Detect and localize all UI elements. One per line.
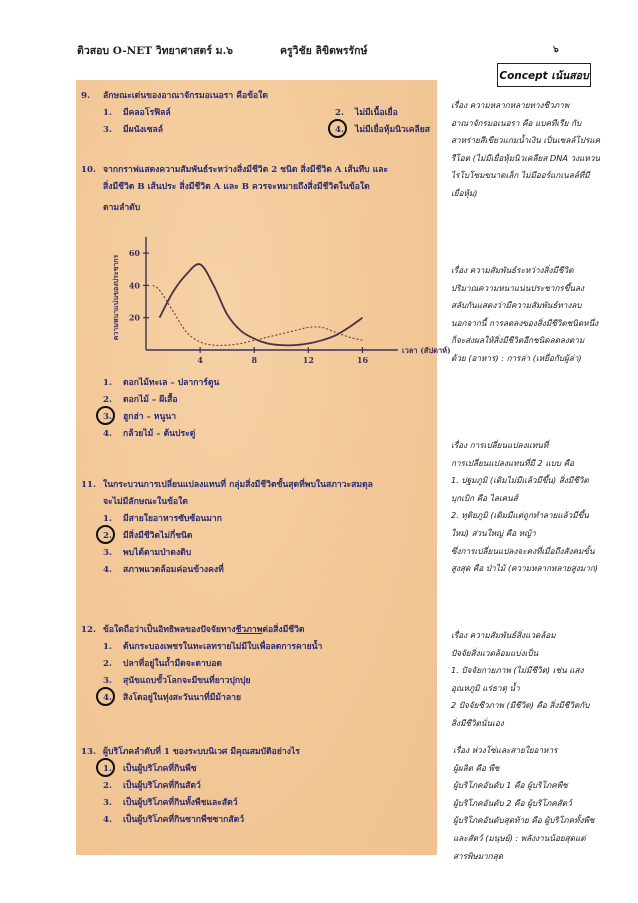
note-line: สลับกันแสดงว่ามีความสัมพันธ์ทางลบ <box>451 300 582 311</box>
note-line: ซึ่งการเปลี่ยนแปลงจะคงที่เมื่อถึงสังคมขั้น <box>451 545 595 556</box>
question-12 <box>81 622 322 707</box>
note-line: อาณาจักรมอเนอรา คือ แบคทีเรีย กับ <box>451 117 582 128</box>
option: 1. ต้นกระบองเพชรในทะเลทรายไม่มีใบเพื่อลดการคายน้ำ <box>103 642 323 652</box>
question-number: 12. <box>81 625 96 635</box>
y-tick-label: 60 <box>128 248 140 259</box>
question-number: 13. <box>81 747 96 757</box>
question-text: สิ่งมีชีวิต B เส้นประ สิ่งมีชีวิต A และ B ควรจะหมายถึงสิ่งมีชีวิตในข้อใด <box>103 182 370 192</box>
option: 3. เป็นผู้บริโภคที่กินทั้งพืชและสัตว์ <box>103 798 238 808</box>
x-tick-label: 12 <box>302 355 314 365</box>
note-heading: เรื่อง ความหลากหลายทางชีวภาพ <box>451 100 570 110</box>
option: 3. มีผนังเซลล์ <box>103 125 164 135</box>
concept-box: Concept เน้นสอบ <box>497 63 591 87</box>
note-line: ปัจจัยสิ่งแวดล้อมแบ่งเป็น <box>451 647 539 658</box>
option: 1. มีคลอโรฟิลล์ <box>103 108 171 118</box>
y-axis-label: ความหนาแน่นของประชากร <box>111 254 120 341</box>
answer-circle-icon <box>328 119 347 138</box>
note-line: สิ่งมีชีวิตนั่นเอง <box>451 717 504 728</box>
note-food-chain <box>453 742 623 865</box>
option: 4. เป็นผู้บริโภคที่กินซากพืชซากสัตว์ <box>103 815 245 825</box>
header-course-title: ติวสอบ O-NET วิทยาศาสตร์ ม.๖ <box>77 45 233 57</box>
note-relationships <box>451 262 621 368</box>
y-tick-label: 20 <box>128 312 140 323</box>
note-line: ใหม่) ส่วนใหญ่ คือ หญ้า <box>451 527 536 538</box>
question-11 <box>81 477 373 579</box>
population-density-chart <box>106 235 451 375</box>
question-text: ข้อใดถือว่าเป็นอิทธิพลของปัจจัยทาง <box>103 625 236 635</box>
note-line: อุณหภูมิ แร่ธาตุ น้ำ <box>451 682 520 693</box>
question-9 <box>81 88 485 139</box>
note-environment <box>451 627 621 733</box>
question-text: ผู้บริโภคลำดับที่ 1 ของระบบนิเวศ มีคุณสมบัติอย่างไร <box>103 747 300 757</box>
option: 1. ดอกไม้ทะเล – ปลาการ์ตูน <box>103 378 220 388</box>
answer-circle-icon <box>96 758 115 777</box>
option: 2. ปลาที่อยู่ในถ้ำมืดจะตาบอด <box>103 659 223 669</box>
answer-circle-icon <box>96 406 115 425</box>
note-heading: เรื่อง ความสัมพันธ์สิ่งแวดล้อม <box>451 630 556 640</box>
x-tick-label: 4 <box>197 355 203 365</box>
question-text-underlined: ชีวภาพ <box>235 625 263 635</box>
note-line: ผู้บริโภคอันดับ 2 คือ ผู้บริโภคสัตว์ <box>453 797 572 808</box>
note-line: 1. ปัจจัยกายภาพ (ไม่มีชีวิต) เช่น แสง <box>451 665 584 676</box>
note-line: สูงสุด คือ ป่าไม้ (ความหลากหลายสูงมาก) <box>451 563 599 574</box>
question-10-options <box>81 375 219 443</box>
option-answer: 1. เป็นผู้บริโภคที่กินพืช <box>81 761 300 778</box>
note-line: ผู้ผลิต คือ พืช <box>453 762 500 773</box>
note-line: ปริมาณความหนาแน่นประชากรขึ้นลง <box>451 282 585 293</box>
answer-circle-icon <box>96 687 115 706</box>
note-line: 2. ทุติยภูมิ (เดิมมีแต่ถูกทำลายแล้วมีขึ้น <box>451 510 589 521</box>
question-number: 11. <box>81 480 96 490</box>
note-biodiversity <box>451 97 621 203</box>
note-line: การเปลี่ยนแปลงแทนที่มี 2 แบบ คือ <box>451 457 574 468</box>
question-number: 9. <box>81 91 90 101</box>
question-10 <box>81 162 388 217</box>
question-text: จะไม่มีลักษณะในข้อใด <box>103 497 188 507</box>
series-a-line <box>160 264 363 345</box>
option: 4. สภาพแวดล้อมค่อนข้างคงที่ <box>103 565 224 575</box>
option-answer: 2. มีสิ่งมีชีวิตไม่กี่ชนิด <box>81 528 373 545</box>
question-text: ในกระบวนการเปลี่ยนแปลงแทนที่ กลุ่มสิ่งมีชีวิตขั้นสุดที่พบในสภาวะสมดุล <box>103 480 373 490</box>
question-text: จากกราฟแสดงความสัมพันธ์ระหว่างสิ่งมีชีวิต 2 ชนิด สิ่งมีชีวิต A เส้นทึบ และ <box>103 165 389 175</box>
note-succession <box>451 437 621 578</box>
x-tick-label: 8 <box>251 355 258 365</box>
note-line: บุกเบิก คือ ไลเคนส์ <box>451 492 518 503</box>
note-line: 2 ปัจจัยชีวภาพ (มีชีวิต) คือ สิ่งมีชีวิตกับ <box>451 700 590 711</box>
question-text: ลักษณะเด่นของอาณาจักรมอเนอรา คือข้อใด <box>103 91 268 101</box>
page-number: ๖ <box>553 45 559 55</box>
note-line: ผู้บริโภคอันดับสุดท้าย คือ ผู้บริโภคทั้งพืช <box>453 815 595 826</box>
y-tick-label: 40 <box>128 280 140 291</box>
note-line: เยื่อหุ้ม) <box>451 187 478 198</box>
option: 2. ไม่มีเนื้อเยื่อ <box>335 108 398 118</box>
option-answer: 4. ไม่มีเยื่อหุ้มนิวเคลียส <box>313 122 485 139</box>
note-line: ผู้บริโภคอันดับ 1 คือ ผู้บริโภคพืช <box>453 780 568 791</box>
header-author: ครูวิชัย ลิขิตพรรักษ์ <box>280 45 368 57</box>
note-heading: เรื่อง ความสัมพันธ์ระหว่างสิ่งมีชีวิต <box>451 265 574 275</box>
x-axis-label: เวลา (สัปดาห์) <box>402 346 451 355</box>
note-line: สาหร่ายสีเขียวแกมน้ำเงิน เป็นเซลล์โปรแค <box>451 135 601 146</box>
question-text: ต่อสิ่งมีชีวิต <box>262 625 305 635</box>
note-line: ก็จะส่งผลให้สิ่งมีชีวิตอีกชนิดลดลงตาม <box>451 335 585 346</box>
answer-circle-icon <box>96 525 115 544</box>
option: 2. เป็นผู้บริโภคที่กินสัตว์ <box>103 781 201 791</box>
option-answer: 4. สิงโตอยู่ในทุ่งสะวันนาที่มีม้าลาย <box>81 690 322 707</box>
note-line: รีโอต (ไม่มีเยื่อหุ้มนิวเคลียส DNA วงแหวน <box>451 152 601 163</box>
note-line: และสัตว์ (มนุษย์) : พลังงานน้อยสุดแต่ <box>453 832 586 843</box>
note-line: ไรโบโซมขนาดเล็ก ไม่มีออร์แกเนลล์ที่มี <box>451 170 590 181</box>
option: 3. พบได้ตามป่าดงดิบ <box>103 548 192 558</box>
option: 2. ดอกไม้ – ผีเสื้อ <box>103 395 178 405</box>
option-answer: 3. ฮูกฮ่า – หนูนา <box>81 409 219 426</box>
note-line: นอกจากนี้ การลดลงของสิ่งมีชีวิตชนิดหนึ่ง <box>451 317 599 328</box>
question-13 <box>81 744 300 829</box>
note-heading: เรื่อง การเปลี่ยนแปลงแทนที่ <box>451 440 549 450</box>
option: 1. มีสายใยอาหารซับซ้อนมาก <box>103 514 222 524</box>
scanned-exam-page <box>76 80 451 855</box>
note-line: 1. ปฐมภูมิ (เดิมไม่มีแล้วมีขึ้น) สิ่งมีชีวิต <box>451 475 589 486</box>
question-number: 10. <box>81 165 96 175</box>
option: 3. สุนัขแถบขั้วโลกจะมีขนที่ยาวปุกปุย <box>103 676 251 686</box>
x-tick-label: 16 <box>356 355 369 365</box>
question-text: ตามลำดับ <box>103 203 141 213</box>
note-line: สารพิษมากสุด <box>453 850 504 861</box>
note-heading: เรื่อง ห่วงโซ่และสายใยอาหาร <box>453 745 558 755</box>
note-line: ด้วย (อาหาร) : การล่า (เหยื่อกับผู้ล่า) <box>451 352 582 363</box>
option: 4. กล้วยไม้ – ต้นประดู่ <box>103 429 196 439</box>
